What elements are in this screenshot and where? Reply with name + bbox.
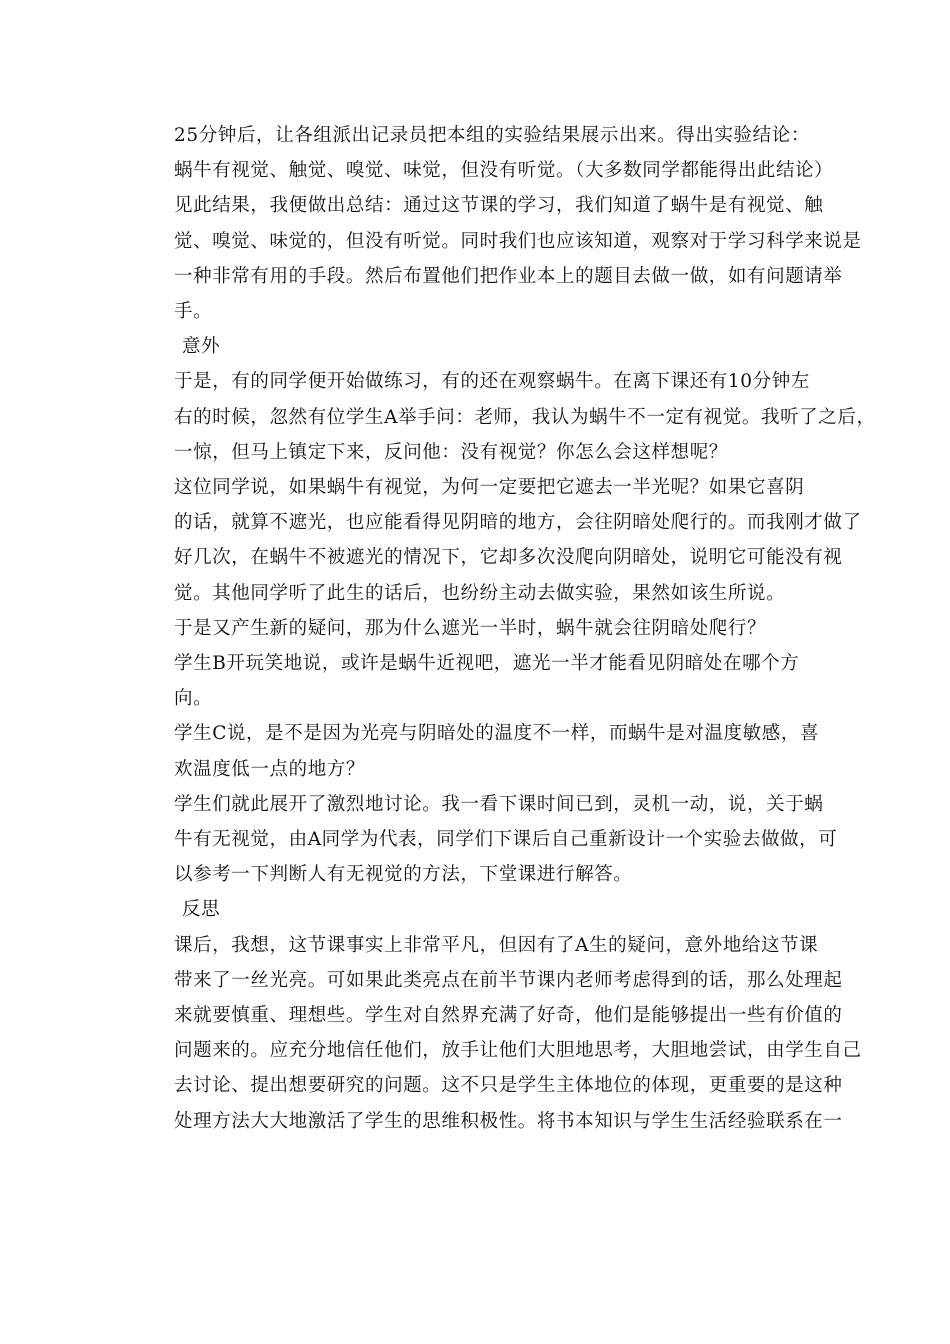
text-line: 于是又产生新的疑问，那为什么遮光一半时，蜗牛就会往阴暗处爬行？ (174, 617, 767, 639)
paragraph-student-b (174, 646, 822, 716)
section-heading-reflection: 反思 (182, 899, 221, 921)
paragraph-student-a-question (174, 364, 876, 470)
text-line: 觉、嗅觉、味觉的，但没有听觉。同时我们也应该知道，观察对于学习科学来说是 (174, 230, 862, 252)
paragraph-discussion (174, 787, 838, 893)
text-line: 手。 (174, 301, 213, 323)
text-line: 于是，有的同学便开始做练习，有的还在观察蜗牛。在离下课还有10分钟左 (174, 371, 810, 393)
text-line: 一惊，但马上镇定下来，反问他：没有视觉？你怎么会这样想呢？ (174, 441, 728, 463)
section-heading-surprise: 意外 (182, 336, 221, 358)
paragraph-reflection (174, 928, 862, 1139)
text-line: 蜗牛有视觉、触觉、嗅觉、味觉，但没有听觉。（大多数同学都能得出此结论） (174, 160, 834, 182)
text-line: 去讨论、提出想要研究的问题。这不只是学生主体地位的体现，更重要的是这种 (174, 1075, 843, 1097)
paragraph-summary (174, 188, 862, 329)
document-body (174, 118, 876, 1139)
paragraph-student-a-reasoning (174, 470, 862, 611)
text-line: 来就要慎重、理想些。学生对自然界充满了好奇，他们是能够提出一些有价值的 (174, 1005, 843, 1027)
text-line: 学生C说，是不是因为光亮与阴暗处的温度不一样，而蜗牛是对温度敏感，喜 (174, 723, 820, 745)
text-line: 这位同学说，如果蜗牛有视觉，为何一定要把它遮去一半光呢？如果它喜阴 (174, 477, 805, 499)
text-line: 学生B开玩笑地说，或许是蜗牛近视吧，遮光一半才能看见阴暗处在哪个方 (174, 653, 800, 675)
text-line: 学生们就此展开了激烈地讨论。我一看下课时间已到，灵机一动，说，关于蜗 (174, 793, 824, 815)
text-line: 好几次，在蜗牛不被遮光的情况下，它却多次没爬向阴暗处，说明它可能没有视 (174, 547, 843, 569)
text-line: 问题来的。应充分地信任他们，放手让他们大胆地思考，大胆地尝试，由学生自己 (174, 1040, 862, 1062)
paragraph-student-c (174, 716, 822, 786)
text-line: 欢温度低一点的地方？ (174, 758, 366, 780)
text-line: 带来了一丝光亮。可如果此类亮点在前半节课内老师考虑得到的话，那么处理起 (174, 969, 843, 991)
text-line: 一种非常有用的手段。然后布置他们把作业本上的题目去做一做，如有问题请举 (174, 265, 843, 287)
text-line: 处理方法大大地激活了学生的思维积极性。将书本知识与学生生活经验联系在一 (174, 1110, 843, 1132)
text-line: 25分钟后，让各组派出记录员把本组的实验结果展示出来。得出实验结论： (174, 125, 810, 146)
text-line: 见此结果，我便做出总结：通过这节课的学习，我们知道了蜗牛是有视觉、触 (174, 195, 824, 217)
text-line: 的话，就算不遮光，也应能看得见阴暗的地方，会往阴暗处爬行的。而我刚才做了 (174, 512, 862, 534)
text-line: 以参考一下判断人有无视觉的方法，下堂课进行解答。 (174, 864, 633, 886)
text-line: 课后，我想，这节课事实上非常平凡，但因有了A生的疑问，意外地给这节课 (174, 934, 819, 956)
paragraph-experiment-result (174, 118, 834, 188)
text-line: 牛有无视觉，由A同学为代表，同学们下课后自己重新设计一个实验去做做，可 (174, 829, 838, 851)
text-line: 右的时候，忽然有位学生A举手问：老师，我认为蜗牛不一定有视觉。我听了之后， (174, 406, 876, 428)
text-line: 觉。其他同学听了此生的话后，也纷纷主动去做实验，果然如该生所说。 (174, 582, 786, 604)
paragraph-new-question (174, 611, 822, 646)
text-line: 向。 (174, 688, 213, 710)
